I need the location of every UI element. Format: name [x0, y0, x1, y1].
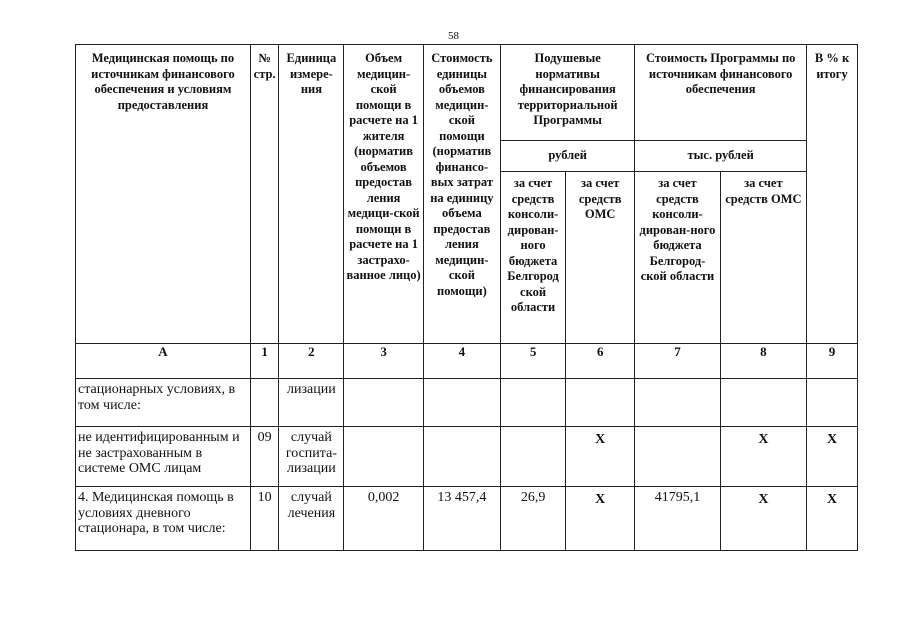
header-col-9: В % к итогу	[807, 45, 858, 344]
row-value-7	[635, 427, 720, 487]
column-number: 6	[566, 344, 635, 379]
column-number: 7	[635, 344, 720, 379]
header-col-7: за счет средств консоли-дирован-ного бюджета Белгород-ской области	[635, 172, 720, 344]
row-value-9: X	[807, 427, 858, 487]
row-unit: лизации	[279, 379, 344, 427]
header-col-5: за счет средств консоли-дирован-ного бюджета Белгород ской области	[501, 172, 566, 344]
header-unit-thousand-rubles: тыс. рублей	[635, 141, 807, 172]
row-unit: случай госпита-лизации	[279, 427, 344, 487]
column-number-row	[76, 344, 858, 379]
column-number: 1	[250, 344, 278, 379]
header-col-8: за счет средств ОМС	[720, 172, 806, 344]
row-value-3	[344, 427, 423, 487]
row-value-4	[423, 427, 500, 487]
row-value-7: 41795,1	[635, 487, 720, 551]
row-value-5: 26,9	[501, 487, 566, 551]
header-col-3: Объем медицин-ской помощи в расчете на 1 жителя (норматив объемов предостав ления медици-ской помощи в расчете на 1 застрахо-ванное лицо)	[344, 45, 423, 344]
header-col-6: за счет средств ОМС	[566, 172, 635, 344]
row-value-3	[344, 379, 423, 427]
column-number: 4	[423, 344, 500, 379]
row-value-5	[501, 379, 566, 427]
row-value-9: X	[807, 487, 858, 551]
row-name: стационарных условиях, в том числе:	[76, 379, 251, 427]
row-value-5	[501, 427, 566, 487]
row-unit: случай лечения	[279, 487, 344, 551]
program-cost-table	[75, 44, 858, 551]
column-number: 2	[279, 344, 344, 379]
table-row	[76, 427, 858, 487]
row-value-9	[807, 379, 858, 427]
column-number: 9	[807, 344, 858, 379]
row-line-number: 09	[250, 427, 278, 487]
header-col-a: Медицинская помощь по источникам финансового обеспечения и условиям предоставления	[76, 45, 251, 344]
row-value-8	[720, 379, 806, 427]
row-name: 4. Медицинская помощь в условиях дневного стационара, в том числе:	[76, 487, 251, 551]
column-number: 3	[344, 344, 423, 379]
row-value-4	[423, 379, 500, 427]
table-row	[76, 379, 858, 427]
column-number: 8	[720, 344, 806, 379]
row-value-6: X	[566, 487, 635, 551]
header-group-cost: Стоимость Программы по источникам финансового обеспечения	[635, 45, 807, 141]
row-line-number	[250, 379, 278, 427]
row-value-8: X	[720, 427, 806, 487]
row-line-number: 10	[250, 487, 278, 551]
row-name: не идентифицированным и не застрахованным в системе ОМС лицам	[76, 427, 251, 487]
page-number: 58	[448, 30, 459, 42]
column-number: 5	[501, 344, 566, 379]
row-value-4: 13 457,4	[423, 487, 500, 551]
table-row	[76, 487, 858, 551]
row-value-6	[566, 379, 635, 427]
row-value-3: 0,002	[344, 487, 423, 551]
column-number: А	[76, 344, 251, 379]
row-value-6: X	[566, 427, 635, 487]
header-col-4: Стоимость единицы объемов медицин-ской помощи (норматив финансо-вых затрат на единицу объема предостав ления медицин-ской помощи)	[423, 45, 500, 344]
header-col-1: № стр.	[250, 45, 278, 344]
row-value-8: X	[720, 487, 806, 551]
header-col-2: Единица измере-ния	[279, 45, 344, 344]
header-group-per-capita: Подушевые нормативы финансирования территориальной Программы	[501, 45, 635, 141]
row-value-7	[635, 379, 720, 427]
header-unit-rubles: рублей	[501, 141, 635, 172]
